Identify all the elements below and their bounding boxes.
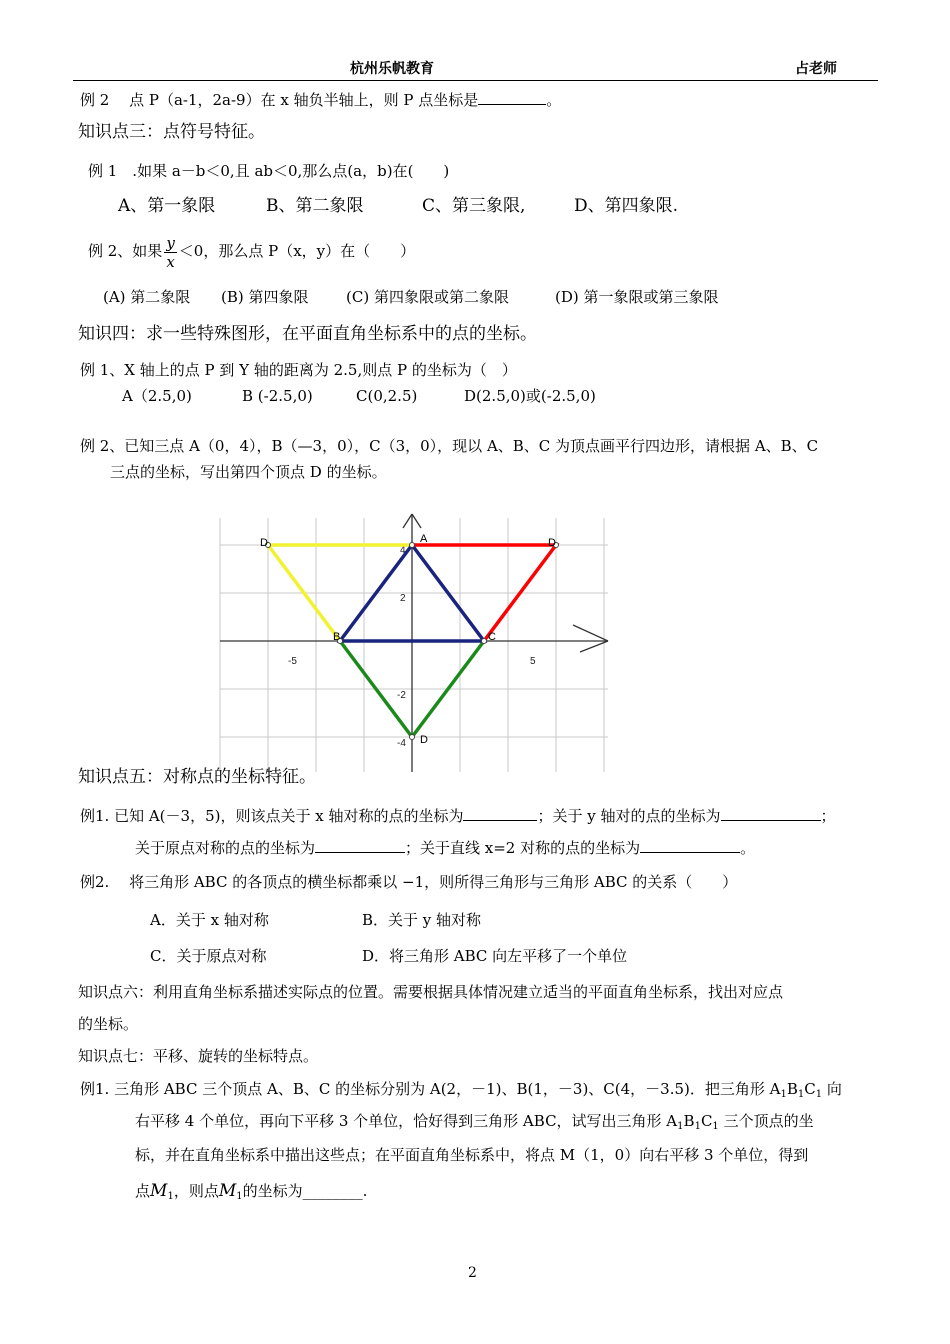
text: C: [804, 1080, 816, 1098]
header-title: 杭州乐帆教育: [350, 61, 434, 77]
point-a-label: A: [420, 533, 428, 545]
section-6-line1: 知识点六：利用直角坐标系描述实际点的位置。需要根据具体情况建立适当的平面直角坐标系，找出对应点: [78, 983, 784, 1001]
fraction-y-over-x: [164, 234, 176, 271]
header-teacher: 占老师: [795, 61, 837, 77]
options-symmetry-1: [150, 910, 482, 930]
y-tick-2: 2: [400, 593, 406, 604]
example-1-distance: 例 1、X 轴上的点 P 到 Y 轴的距离为 2.5,则点 P 的坐标为（ ）: [80, 361, 517, 379]
numerator: y: [166, 233, 175, 252]
text: 例1. 已知 A(－3，5)，则该点关于 x 轴对称的点的坐标为: [80, 807, 464, 825]
x-tick-neg5: -5: [288, 656, 297, 667]
text: ＜0，那么点 P（x，y）在（ ）: [178, 242, 416, 260]
section-4-title: 知识四：求一些特殊图形，在平面直角坐标系中的点的坐标。: [78, 324, 537, 344]
option-c: C(0,2.5): [356, 387, 418, 405]
text: 的坐标为________.: [242, 1182, 368, 1200]
text: 向: [822, 1080, 842, 1098]
section-5-title: 知识点五：对称点的坐标特征。: [78, 767, 316, 787]
option-d: (D) 第一象限或第三象限: [555, 288, 719, 306]
subscript: 1: [167, 1191, 174, 1202]
point-d-right-label: D: [548, 537, 556, 549]
point-b-label: B: [333, 631, 341, 643]
subscript: 1: [236, 1191, 243, 1202]
example-2-fraction: [88, 232, 415, 271]
text: ；: [820, 807, 836, 825]
denominator: x: [166, 252, 175, 271]
answer-blank: [315, 838, 405, 853]
option-a: A（2.5,0): [122, 387, 192, 405]
page-number: 2: [468, 1265, 477, 1281]
point-m: M: [150, 1181, 168, 1201]
option-a: A、第一象限: [118, 196, 216, 216]
option-b: (B) 第四象限: [221, 288, 309, 306]
text: 例 2、如果: [88, 242, 163, 260]
text: ，则点: [173, 1182, 219, 1200]
text: 右平移 4 个单位，再向下平移 3 个单位，恰好得到三角形 ABC，试写出三角形 A: [135, 1112, 678, 1130]
x-tick-5: 5: [530, 656, 536, 667]
example-1-translate-line1: [80, 1079, 842, 1105]
options-quadrant: [118, 196, 679, 216]
y-tick-neg4: -4: [397, 738, 406, 749]
subscript: 1: [677, 1121, 684, 1132]
example-2-multiply: 例2. 将三角形 ABC 的各顶点的横坐标都乘以 −1，则所得三角形与三角形 ABC 的关系（ ）: [80, 873, 738, 891]
coordinate-graph: [215, 510, 615, 775]
text: 三个顶点的坐: [718, 1112, 814, 1130]
text: C: [700, 1112, 713, 1130]
answer-blank: [721, 806, 821, 821]
example-1-translate-line3: 标，并在直角坐标系中描出这些点；在平面直角坐标系中，将点 M（1，0）向右平移 3 个单位，得到: [135, 1146, 809, 1164]
options-symmetry-2: [150, 946, 628, 966]
text: 关于原点对称的点的坐标为: [135, 839, 316, 857]
subscript: 1: [797, 1089, 805, 1100]
options-signs: [103, 287, 719, 307]
option-b: B．关于 y 轴对称: [362, 911, 482, 929]
text: ；关于 y 轴对的点的坐标为: [537, 807, 721, 825]
option-a: A．关于 x 轴对称: [150, 911, 269, 929]
options-distance: [122, 386, 596, 406]
option-c: C．关于原点对称: [150, 947, 267, 965]
y-tick-neg2: -2: [397, 690, 406, 701]
section-7-title: 知识点七：平移、旋转的坐标特点。: [78, 1047, 319, 1065]
option-d: D．将三角形 ABC 向左平移了一个单位: [362, 947, 628, 965]
subscript: 1: [780, 1089, 787, 1100]
answer-blank: [478, 90, 546, 105]
text: 。: [740, 839, 756, 857]
subscript: 1: [815, 1089, 823, 1100]
option-b: B (-2.5,0): [242, 387, 313, 405]
header-rule: [73, 80, 878, 81]
section-3-title: 知识点三：点符号特征。: [78, 122, 265, 142]
example-1-symmetry-line2: [135, 838, 755, 858]
example-2-parallelogram-line1: 例 2、已知三点 A（0，4），B（—3，0），C（3，0），现以 A、B、C 为顶点画平行四边形，请根据 A、B、C: [80, 437, 819, 455]
option-c: (C) 第四象限或第二象限: [346, 288, 509, 306]
answer-blank: [463, 806, 537, 821]
example-2-parallelogram-line2: 三点的坐标，写出第四个顶点 D 的坐标。: [110, 463, 387, 481]
point-m: M: [218, 1181, 237, 1201]
subscript: 1: [694, 1121, 701, 1132]
text: B: [786, 1080, 798, 1098]
example-1-translate-line4: [135, 1181, 367, 1207]
example-1-sign: 例 1 .如果 a－b＜0,且 ab＜0,那么点(a，b)在( ): [88, 162, 450, 180]
text: B: [683, 1112, 695, 1130]
y-tick-4: 4: [400, 545, 406, 556]
text: 例1. 三角形 ABC 三个顶点 A、B、C 的坐标分别为 A(2，－1)、B(1，－3)、C(4，－3.5)．把三角形 A: [80, 1080, 781, 1098]
example-2-p-point: [80, 90, 561, 110]
option-d: D、第四象限.: [574, 196, 679, 216]
text: ；关于直线 x=2 对称的点的坐标为: [405, 839, 641, 857]
option-b: B、第二象限: [266, 196, 364, 216]
example-1-symmetry-line1: [80, 806, 836, 826]
option-a: (A) 第二象限: [103, 288, 191, 306]
option-c: C、第三象限,: [422, 196, 526, 216]
text: 。: [546, 91, 562, 109]
point-c-label: C: [488, 631, 496, 643]
point-d-left-label: D: [260, 537, 268, 549]
text: 例 2 点 P（a-1，2a-9）在 x 轴负半轴上，则 P 点坐标是: [80, 91, 479, 109]
text: 点: [135, 1182, 151, 1200]
example-1-translate-line2: [135, 1111, 814, 1137]
option-d: D(2.5,0)或(-2.5,0): [464, 387, 596, 405]
answer-blank: [640, 838, 740, 853]
subscript: 1: [712, 1121, 719, 1132]
section-6-line2: 的坐标。: [78, 1015, 139, 1033]
point-d-bottom-label: D: [420, 734, 428, 746]
